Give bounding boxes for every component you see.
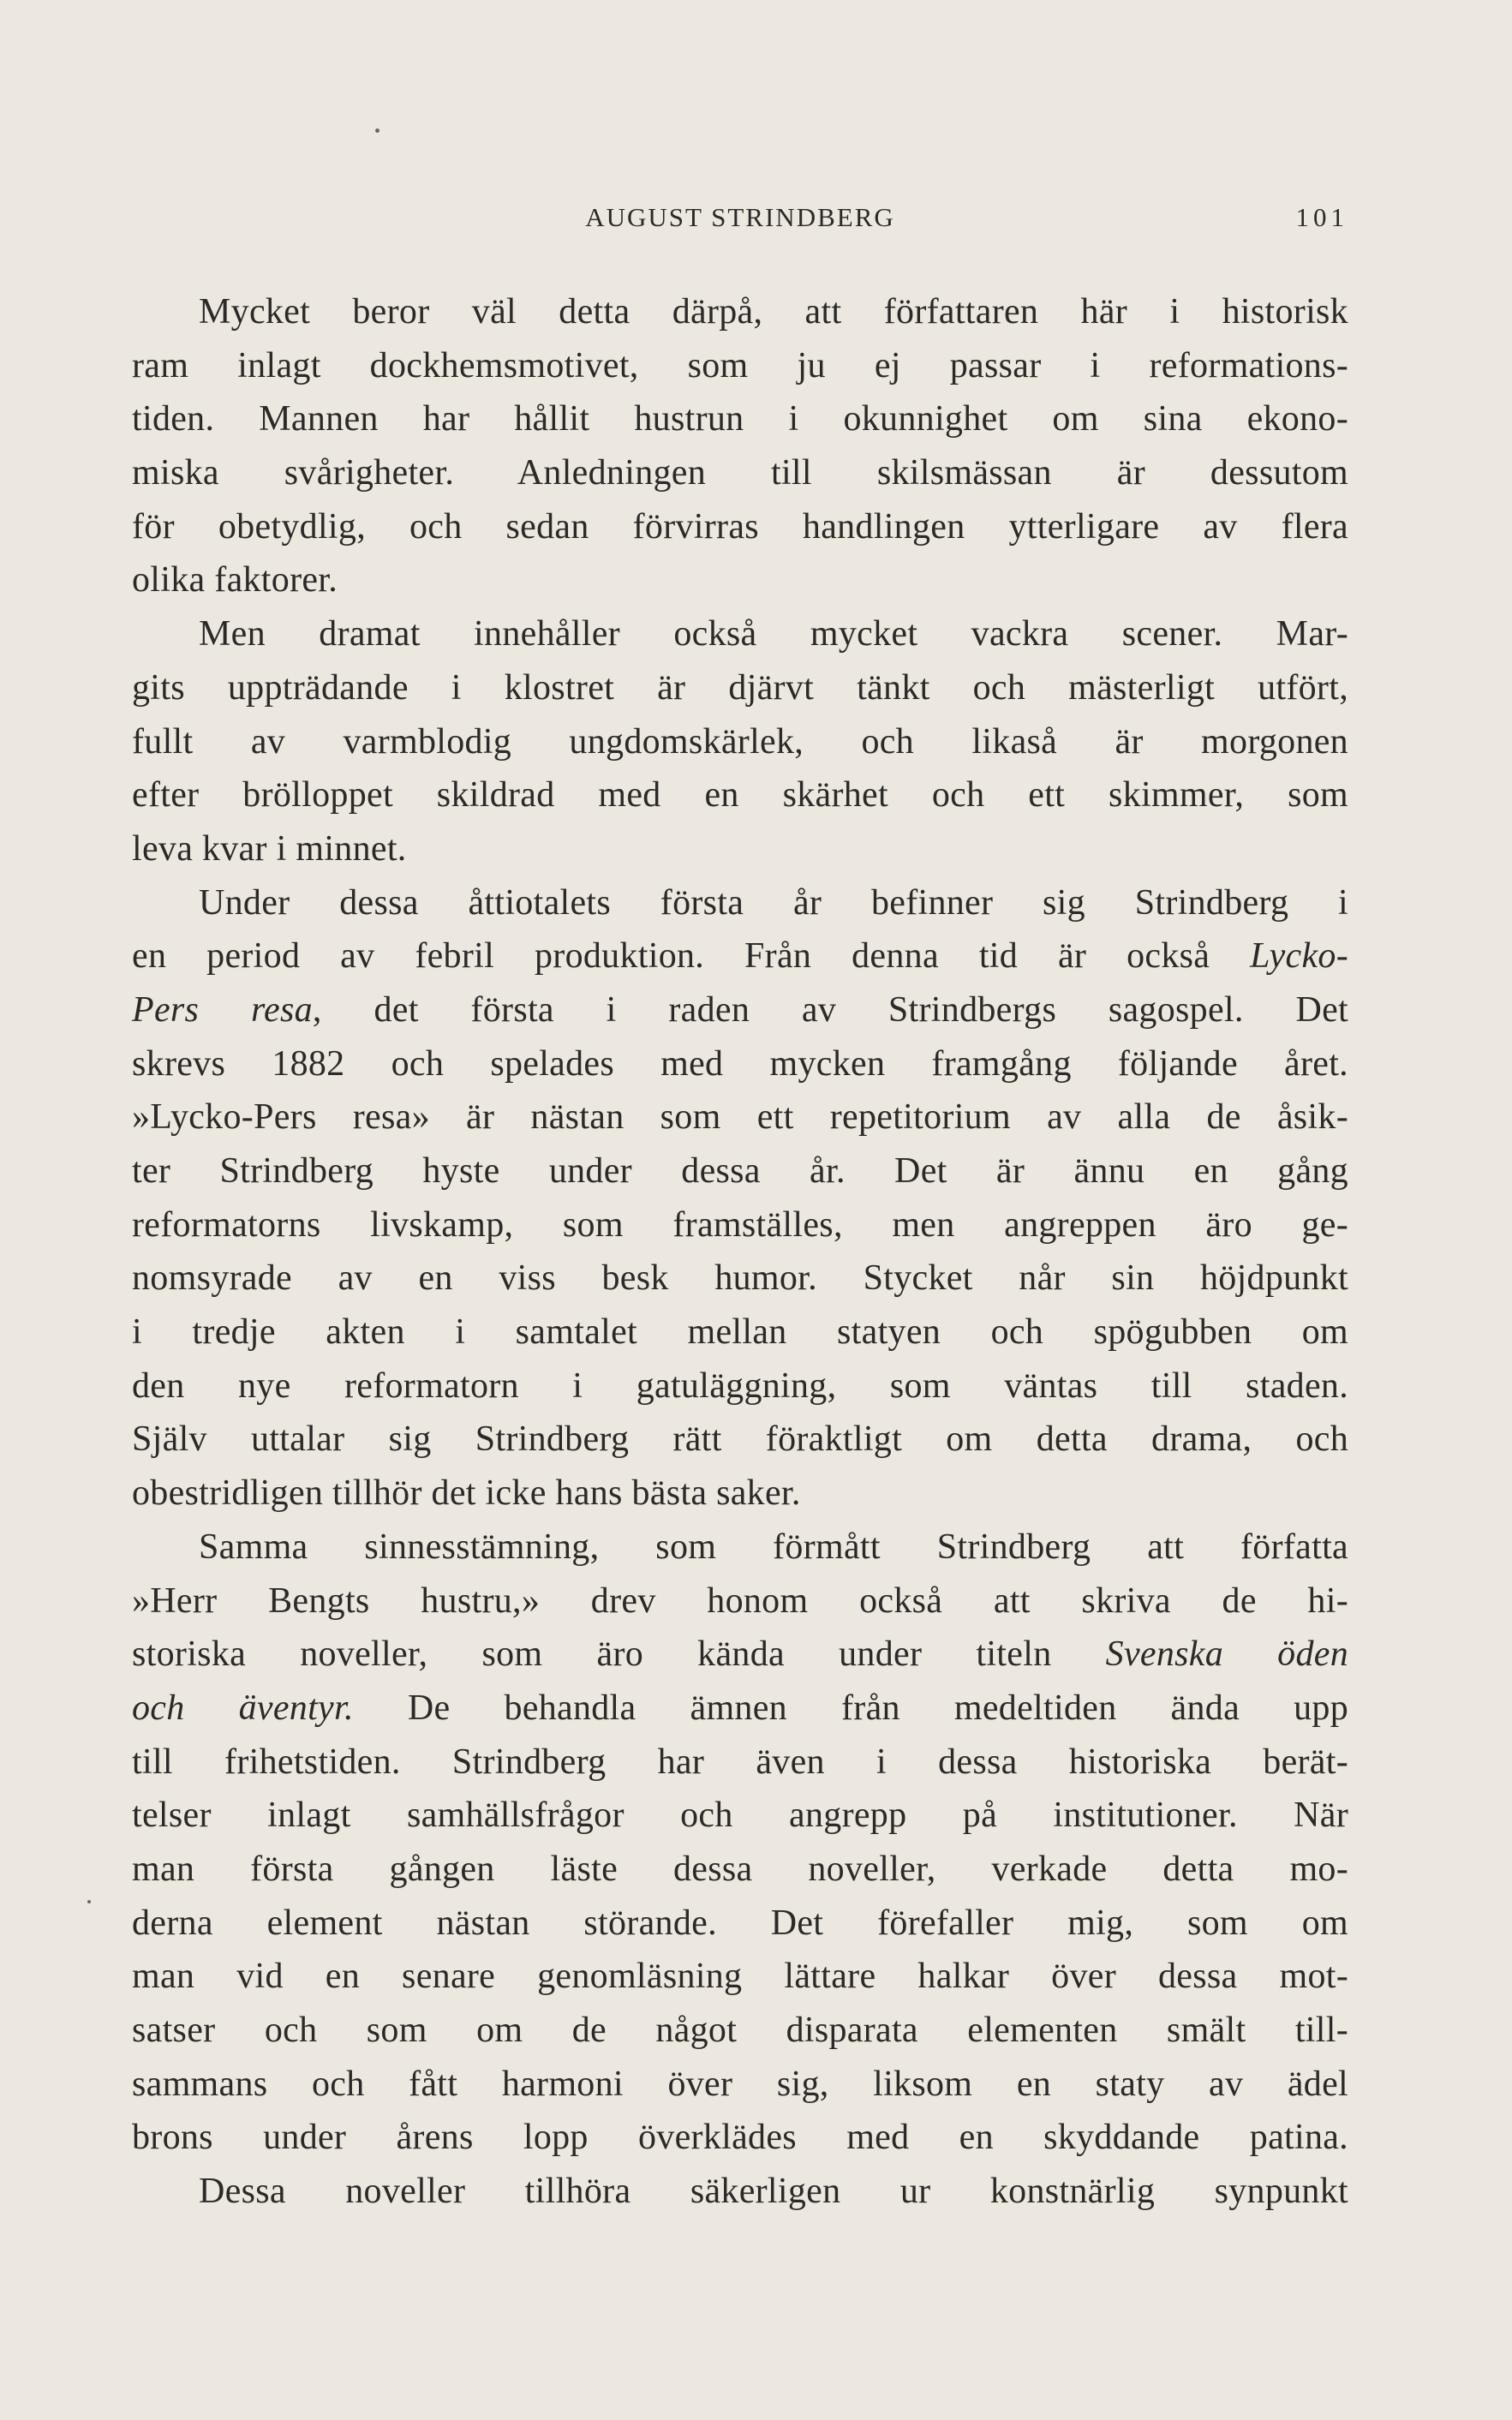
line-text: skrevs 1882 och spelades med mycken framgång följande året. [132, 1043, 1348, 1084]
line-text: »Herr Bengts hustru,» drev honom också att skriva de hi- [132, 1580, 1348, 1621]
text-line [132, 1306, 1348, 1359]
text-line [132, 1521, 1348, 1574]
text-line [132, 1574, 1348, 1628]
text-line [132, 1252, 1348, 1306]
text-line [132, 661, 1348, 715]
text-line [132, 1628, 1348, 1682]
text-line [132, 553, 1348, 607]
line-text: miska svårigheter. Anledningen till skilsmässan är dessutom [132, 453, 1348, 493]
line-text: reformatorns livskamp, som framställes, men angreppen äro ge- [132, 1204, 1348, 1245]
text-line [132, 1682, 1348, 1736]
line-text: man första gången läste dessa noveller, verkade detta mo- [132, 1849, 1348, 1889]
line-text: Mycket beror väl detta därpå, att författaren här i historisk [199, 292, 1348, 332]
text-line [132, 715, 1348, 769]
text-line [132, 1144, 1348, 1198]
line-text: De behandla ämnen från medeltiden ända upp [353, 1688, 1348, 1728]
line-text: ram inlagt dockhemsmotivet, som ju ej passar i reformations- [132, 345, 1348, 385]
line-text: obestridligen tillhör det icke hans bästa saker. [132, 1473, 801, 1514]
line-text: till frihetstiden. Strindberg har även i dessa historiska berät- [132, 1742, 1348, 1782]
line-text: Dessa noveller tillhöra säkerligen ur konstnärlig synpunkt [199, 2172, 1348, 2212]
running-title: AUGUST STRINDBERG [585, 202, 895, 232]
text-line [132, 1789, 1348, 1843]
text-line [132, 285, 1348, 339]
line-text: gits uppträdande i klostret är djärvt tänkt och mästerligt utfört, [132, 667, 1348, 708]
line-text: för obetydlig, och sedan förvirras handlingen ytterligare av flera [132, 506, 1348, 547]
text-line [132, 339, 1348, 393]
text-line [132, 500, 1348, 554]
running-header [132, 202, 1348, 240]
text-line [132, 1037, 1348, 1091]
line-text: Under dessa åttiotalets första år befinner sig Strindberg i [199, 882, 1348, 923]
line-text: derna element nästan störande. Det förefaller mig, som om [132, 1903, 1348, 1943]
line-text: ter Strindberg hyste under dessa år. Det är ännu en gång [132, 1151, 1348, 1191]
line-text: leva kvar i minnet. [132, 828, 407, 869]
text-line [132, 1897, 1348, 1951]
italic-title: Svenska öden [1105, 1634, 1348, 1675]
text-line [132, 876, 1348, 930]
text-line [132, 446, 1348, 500]
text-line [132, 2165, 1348, 2219]
line-text: brons under årens lopp överklädes med en skyddande patina. [132, 2118, 1348, 2158]
text-line [132, 1950, 1348, 2004]
line-text: Men dramat innehåller också mycket vackra scener. Mar- [199, 614, 1348, 654]
text-line [132, 2111, 1348, 2165]
line-text: »Lycko-Pers resa» är nästan som ett repetitorium av alla de åsik- [132, 1097, 1348, 1138]
line-text: en period av febril produktion. Från denna tid är också [132, 936, 1251, 977]
text-line [132, 607, 1348, 661]
paper-speck [375, 128, 379, 133]
line-text: satser och som om de något disparata elementen smält till- [132, 2011, 1348, 2050]
line-text: sammans och fått harmoni över sig, liksom en staty av ädel [132, 2064, 1348, 2104]
text-line [132, 768, 1348, 822]
italic-title: Lycko- [1250, 936, 1348, 977]
text-line [132, 1843, 1348, 1897]
line-text: Själv uttalar sig Strindberg rätt föraktligt om detta drama, och [132, 1419, 1348, 1460]
line-text: telser inlagt samhällsfrågor och angrepp på institutioner. När [132, 1796, 1348, 1836]
line-text: , det första i raden av Strindbergs sagospel. Det [312, 989, 1348, 1030]
line-text: Samma sinnesstämning, som förmått Strindberg att författa [199, 1527, 1348, 1567]
line-text: olika faktorer. [132, 560, 338, 601]
text-line [132, 822, 1348, 876]
text-line [132, 2004, 1348, 2058]
text-line [132, 1413, 1348, 1467]
line-text: nomsyrade av en viss besk humor. Stycket når sin höjdpunkt [132, 1258, 1348, 1299]
line-text: i tredje akten i samtalet mellan statyen och spögubben om [132, 1312, 1348, 1353]
italic-title: Pers resa [132, 989, 313, 1030]
text-line [132, 983, 1348, 1037]
line-text: tiden. Mannen har hållit hustrun i okunnighet om sina ekono- [132, 399, 1348, 439]
line-text: fullt av varmblodig ungdomskärlek, och likaså är morgonen [132, 721, 1348, 762]
text-line [132, 1467, 1348, 1521]
text-line [132, 2058, 1348, 2112]
line-text: den nye reformatorn i gatuläggning, som väntas till staden. [132, 1365, 1348, 1406]
body-text [132, 285, 1348, 2219]
text-line [132, 1359, 1348, 1413]
text-line [132, 1198, 1348, 1252]
line-text: man vid en senare genomläsning lättare halkar över dessa mot- [132, 1957, 1348, 1997]
page-number: 101 [1295, 202, 1348, 232]
text-line [132, 1736, 1348, 1790]
text-line [132, 392, 1348, 446]
italic-title: och äventyr. [132, 1688, 354, 1728]
paper-speck [87, 1900, 91, 1903]
line-text: efter brölloppet skildrad med en skärhet och ett skimmer, som [132, 775, 1348, 816]
text-line [132, 1090, 1348, 1144]
line-text: storiska noveller, som äro kända under titeln [132, 1634, 1106, 1675]
text-line [132, 929, 1348, 983]
